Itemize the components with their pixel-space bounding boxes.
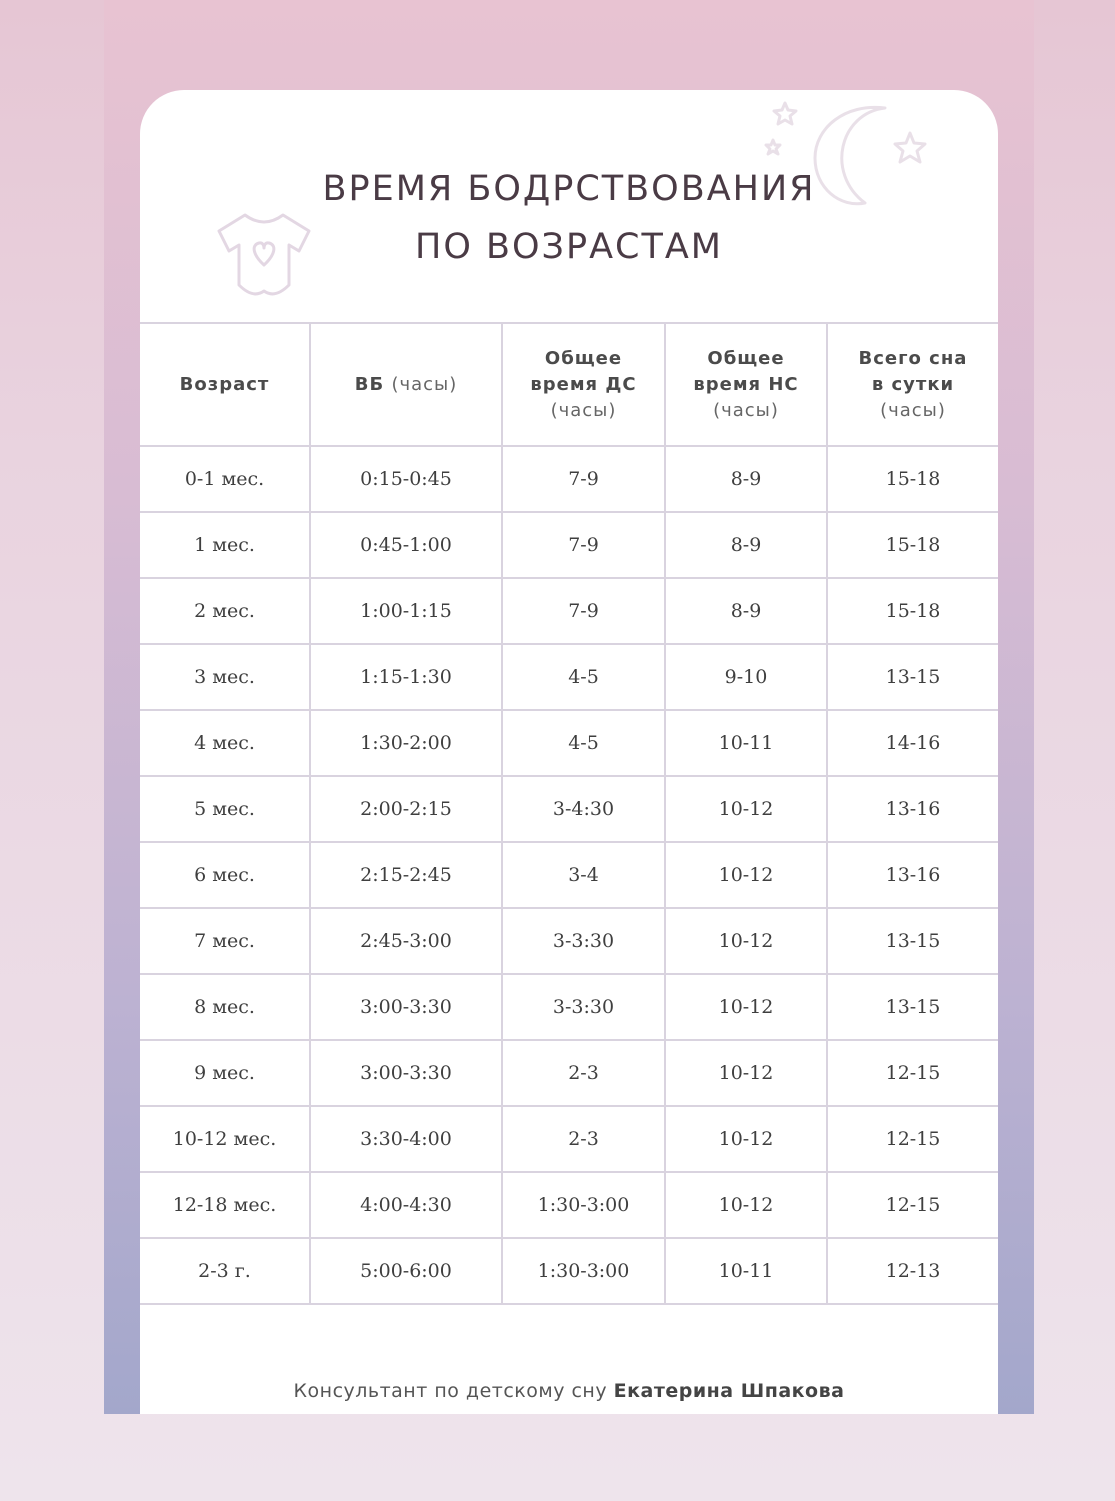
table-cell: 2-3 (502, 1040, 665, 1106)
table-row (140, 908, 998, 974)
table-cell: 13-15 (827, 974, 998, 1040)
table-row (140, 776, 998, 842)
table-cell: 7-9 (502, 446, 665, 512)
table-cell: 4:00-4:30 (310, 1172, 502, 1238)
table-cell: 10-12 (665, 776, 827, 842)
column-header (665, 323, 827, 446)
table-cell: 1:30-2:00 (310, 710, 502, 776)
footer-prefix: Консультант по детскому сну (293, 1380, 608, 1402)
table-cell: 2-3 г. (140, 1238, 310, 1304)
table-cell: 8-9 (665, 512, 827, 578)
column-header-label: в сутки (871, 373, 955, 395)
table-cell: 0-1 мес. (140, 446, 310, 512)
column-header (827, 323, 998, 446)
table-cell: 2 мес. (140, 578, 310, 644)
table-cell: 1 мес. (140, 512, 310, 578)
table-cell: 7 мес. (140, 908, 310, 974)
column-header-label: Всего сна (858, 347, 968, 369)
table-cell: 8-9 (665, 578, 827, 644)
table-row (140, 644, 998, 710)
column-header-label: Возраст (179, 373, 270, 395)
title-line-2: ПО ВОЗРАСТАМ (415, 227, 723, 267)
table-cell: 10-12 (665, 908, 827, 974)
table-cell: 5:00-6:00 (310, 1238, 502, 1304)
table-cell: 13-15 (827, 644, 998, 710)
page-title (0, 160, 1115, 276)
column-header-label: ВБ (354, 373, 385, 395)
column-header-unit: (часы) (550, 399, 617, 421)
sleep-table (140, 322, 998, 1305)
table-cell: 3-4:30 (502, 776, 665, 842)
table-cell: 8-9 (665, 446, 827, 512)
table-cell: 15-18 (827, 446, 998, 512)
table-cell: 3:00-3:30 (310, 1040, 502, 1106)
table-row (140, 710, 998, 776)
table-cell: 10-12 (665, 842, 827, 908)
table-cell: 0:15-0:45 (310, 446, 502, 512)
table-cell: 2:00-2:15 (310, 776, 502, 842)
column-header-unit: (часы) (713, 399, 779, 421)
column-header-label: Общее (544, 347, 623, 369)
table-row (140, 1106, 998, 1172)
table-cell: 12-15 (827, 1040, 998, 1106)
table-row (140, 1238, 998, 1304)
column-header-unit: (часы) (391, 373, 458, 395)
column-header-label: Общее (707, 347, 785, 369)
table-cell: 8 мес. (140, 974, 310, 1040)
table-cell: 10-12 (665, 1106, 827, 1172)
table-cell: 1:15-1:30 (310, 644, 502, 710)
table-cell: 6 мес. (140, 842, 310, 908)
table-cell: 2:45-3:00 (310, 908, 502, 974)
column-header (310, 323, 502, 446)
table-row (140, 446, 998, 512)
table-header-row (140, 323, 998, 446)
table-cell: 10-12 (665, 1172, 827, 1238)
table-cell: 10-12 мес. (140, 1106, 310, 1172)
column-header (140, 323, 310, 446)
table-cell: 9-10 (665, 644, 827, 710)
column-header (502, 323, 665, 446)
table-cell: 4-5 (502, 710, 665, 776)
footer-credit (0, 1380, 1115, 1402)
table-cell: 2:15-2:45 (310, 842, 502, 908)
column-header-unit: (часы) (880, 399, 946, 421)
table-cell: 10-12 (665, 974, 827, 1040)
table-cell: 3-3:30 (502, 974, 665, 1040)
table-cell: 10-12 (665, 1040, 827, 1106)
table-cell: 3:30-4:00 (310, 1106, 502, 1172)
table-cell: 5 мес. (140, 776, 310, 842)
table-cell: 0:45-1:00 (310, 512, 502, 578)
table-cell: 1:30-3:00 (502, 1238, 665, 1304)
table-cell: 10-11 (665, 1238, 827, 1304)
table-row (140, 974, 998, 1040)
column-header-label: время НС (693, 373, 799, 395)
table-cell: 14-16 (827, 710, 998, 776)
table-cell: 12-15 (827, 1106, 998, 1172)
title-line-1: ВРЕМЯ БОДРСТВОВАНИЯ (322, 169, 816, 209)
table-cell: 13-16 (827, 776, 998, 842)
table-cell: 4-5 (502, 644, 665, 710)
table-cell: 12-18 мес. (140, 1172, 310, 1238)
column-header-label: время ДС (530, 373, 637, 395)
table-cell: 1:00-1:15 (310, 578, 502, 644)
table-cell: 13-16 (827, 842, 998, 908)
table-cell: 15-18 (827, 578, 998, 644)
table-cell: 12-13 (827, 1238, 998, 1304)
table-cell: 7-9 (502, 578, 665, 644)
table-row (140, 578, 998, 644)
table-row (140, 1172, 998, 1238)
table-cell: 4 мес. (140, 710, 310, 776)
table-cell: 7-9 (502, 512, 665, 578)
table-cell: 3 мес. (140, 644, 310, 710)
table-cell: 3-4 (502, 842, 665, 908)
table-cell: 15-18 (827, 512, 998, 578)
table-cell: 12-15 (827, 1172, 998, 1238)
table-cell: 3:00-3:30 (310, 974, 502, 1040)
table-row (140, 1040, 998, 1106)
table-cell: 2-3 (502, 1106, 665, 1172)
table-row (140, 842, 998, 908)
table-cell: 13-15 (827, 908, 998, 974)
table-cell: 10-11 (665, 710, 827, 776)
table-cell: 9 мес. (140, 1040, 310, 1106)
table-row (140, 512, 998, 578)
table-cell: 3-3:30 (502, 908, 665, 974)
footer-name: Екатерина Шпакова (613, 1380, 845, 1402)
table-cell: 1:30-3:00 (502, 1172, 665, 1238)
